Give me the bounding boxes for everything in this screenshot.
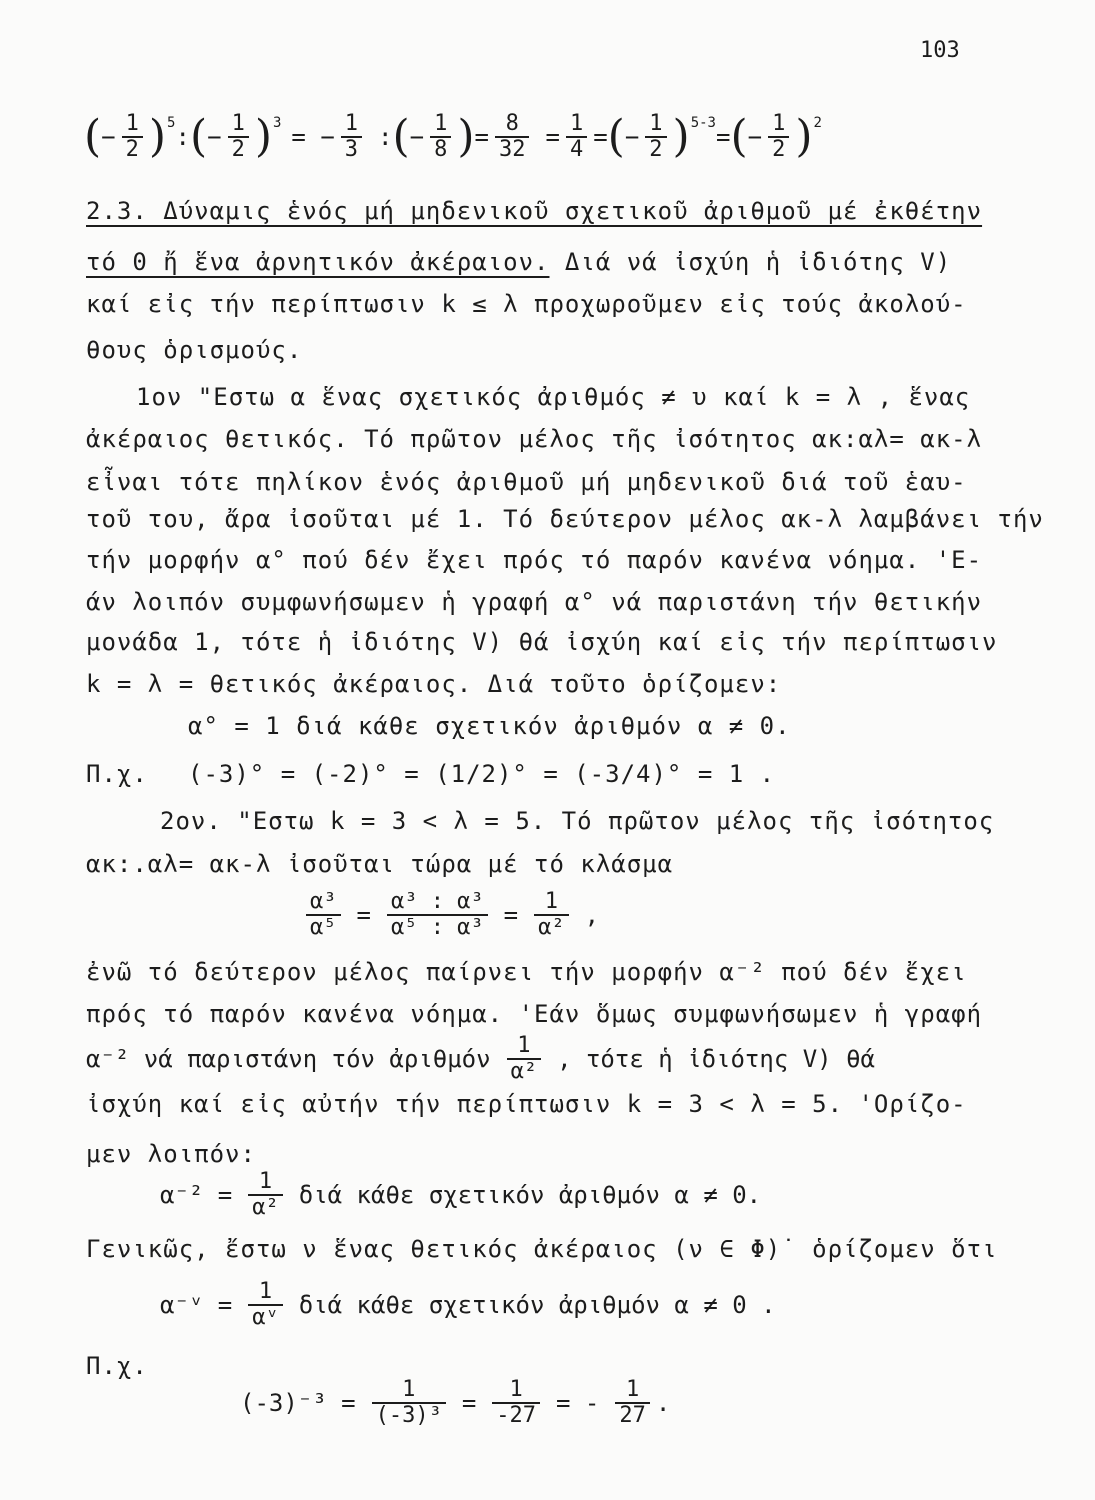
text-line: 1ον "Εστω α ἕνας σχετικός ἀριθμός ≠ υ καί k = λ , ἕνας: [136, 383, 971, 411]
definition-a-minus-two: α⁻² = $\frac{1}{\text{α²}}$ διά κάθε σχετικόν ἀριθμόν α ≠ 0.: [160, 1169, 762, 1221]
section-heading-line1: 2.3. Δύναμις ἑνός μή μηδενικοῦ σχετικοῦ ἀριθμοῦ μέ ἐκθέτην: [86, 197, 983, 225]
text-line: k = λ = θετικός ἀκέραιος. Διά τοῦτο ὁρίζομεν:: [86, 670, 782, 698]
text-line: ακ:.αλ= ακ-λ ἰσοῦται τώρα μέ τό κλάσμα: [86, 850, 674, 878]
text-line: εἶναι τότε πηλίκον ἑνός ἀριθμοῦ μή μηδενικοῦ διά τοῦ ἑαυ-: [86, 468, 967, 496]
text-line: άν λοιπόν συμφωνήσωμεν ἡ γραφή α° νά παριστάνη τήν θετικήν: [86, 588, 983, 616]
text-line: ἀκέραιος θετικός. Τό πρῶτον μέλος τῆς ἰσότητος ακ:αλ= ακ-λ: [86, 425, 983, 453]
text-line: τήν μορφήν α° πού δέν ἔχει πρός τό παρόν κανένα νόημα. 'Ε-: [86, 546, 983, 574]
text-line: μονάδα 1, τότε ἡ ἰδιότης V) θά ἰσχύη καί εἰς τήν περίπτωσιν: [86, 628, 998, 656]
definition-a-zero: α° = 1 διά κάθε σχετικόν ἀριθμόν α ≠ 0.: [188, 712, 791, 740]
text-line: ἰσχύη καί εἰς αὐτήν τήν περίπτωσιν k = 3 < λ = 5. 'Ορίζο-: [86, 1090, 967, 1118]
example-label: Π.χ.: [86, 760, 148, 788]
text-line: τοῦ του, ἄρα ἰσοῦται μέ 1. Τό δεύτερον μέλος ακ-λ λαμβάνει τήν: [86, 505, 1044, 533]
section-heading-line2: τό 0 ἤ ἕνα ἀρνητικόν ἀκέραιον. Διά νά ἰσχύη ἡ ἰδιότης V): [86, 248, 952, 276]
page-number: 103: [920, 38, 960, 63]
text-line: 2ον. "Εστω k = 3 < λ = 5. Τό πρῶτον μέλος τῆς ἰσότητος: [160, 807, 995, 835]
text-line: ἐνῶ τό δεύτερον μέλος παίρνει τήν μορφήν α⁻² πού δέν ἔχει: [86, 958, 967, 986]
fraction-equation: $\frac{\text{α³}}{\text{α⁵}}$ = $\frac{\text{α³ : α³}}{\text{α⁵ : α³}}$ = $\frac{1}{\text{α²}}$ ,: [300, 890, 599, 940]
text-line: μεν λοιπόν:: [86, 1140, 256, 1168]
text-line: πρός τό παρόν κανένα νόημα. 'Εάν ὅμως συμφωνήσωμεν ἡ γραφή: [86, 1000, 983, 1028]
equation-powers-division: ( − $\frac{1}{2}$ ) 5 : ( − $\frac{1}{2}$ ) 3 = − $\frac{1}{3}$ : ( − $\frac{1}{8}$ ) = $\frac{8}{32}$ = $\frac{1}{4}$ = ( − $\frac{1}{2}$ ) 5-3 = ( − $\frac{1}{2}$ ) 2: [84, 111, 822, 163]
example-zero-powers: (-3)° = (-2)° = (1/2)° = (-3/4)° = 1 .: [188, 760, 776, 788]
text-line: θους ὁρισμούς.: [86, 336, 303, 364]
example-label: Π.χ.: [86, 1352, 148, 1380]
example-negative-power: (-3)⁻³ = $\frac{1}{\text{(-3)³}}$ = $\frac{1}{-27}$ = - $\frac{1}{27}$ .: [240, 1377, 671, 1429]
text-line: καί εἰς τήν περίπτωσιν k ≤ λ προχωροῦμεν εἰς τούς ἀκολού-: [86, 290, 967, 318]
text-line-with-fraction: α⁻² νά παριστάνη τόν ἀριθμόν $\frac{1}{\text{α²}}$ , τότε ἡ ἰδιότης V) θά: [86, 1033, 875, 1085]
text-line: Γενικῶς, ἔστω ν ἕνας θετικός ἀκέραιος (ν ∈ Φ)˙ ὁρίζομεν ὅτι: [86, 1235, 998, 1263]
definition-a-minus-n: α⁻ᵛ = $\frac{1}{\text{αᵛ}}$ διά κάθε σχετικόν ἀριθμόν α ≠ 0 .: [160, 1279, 776, 1331]
